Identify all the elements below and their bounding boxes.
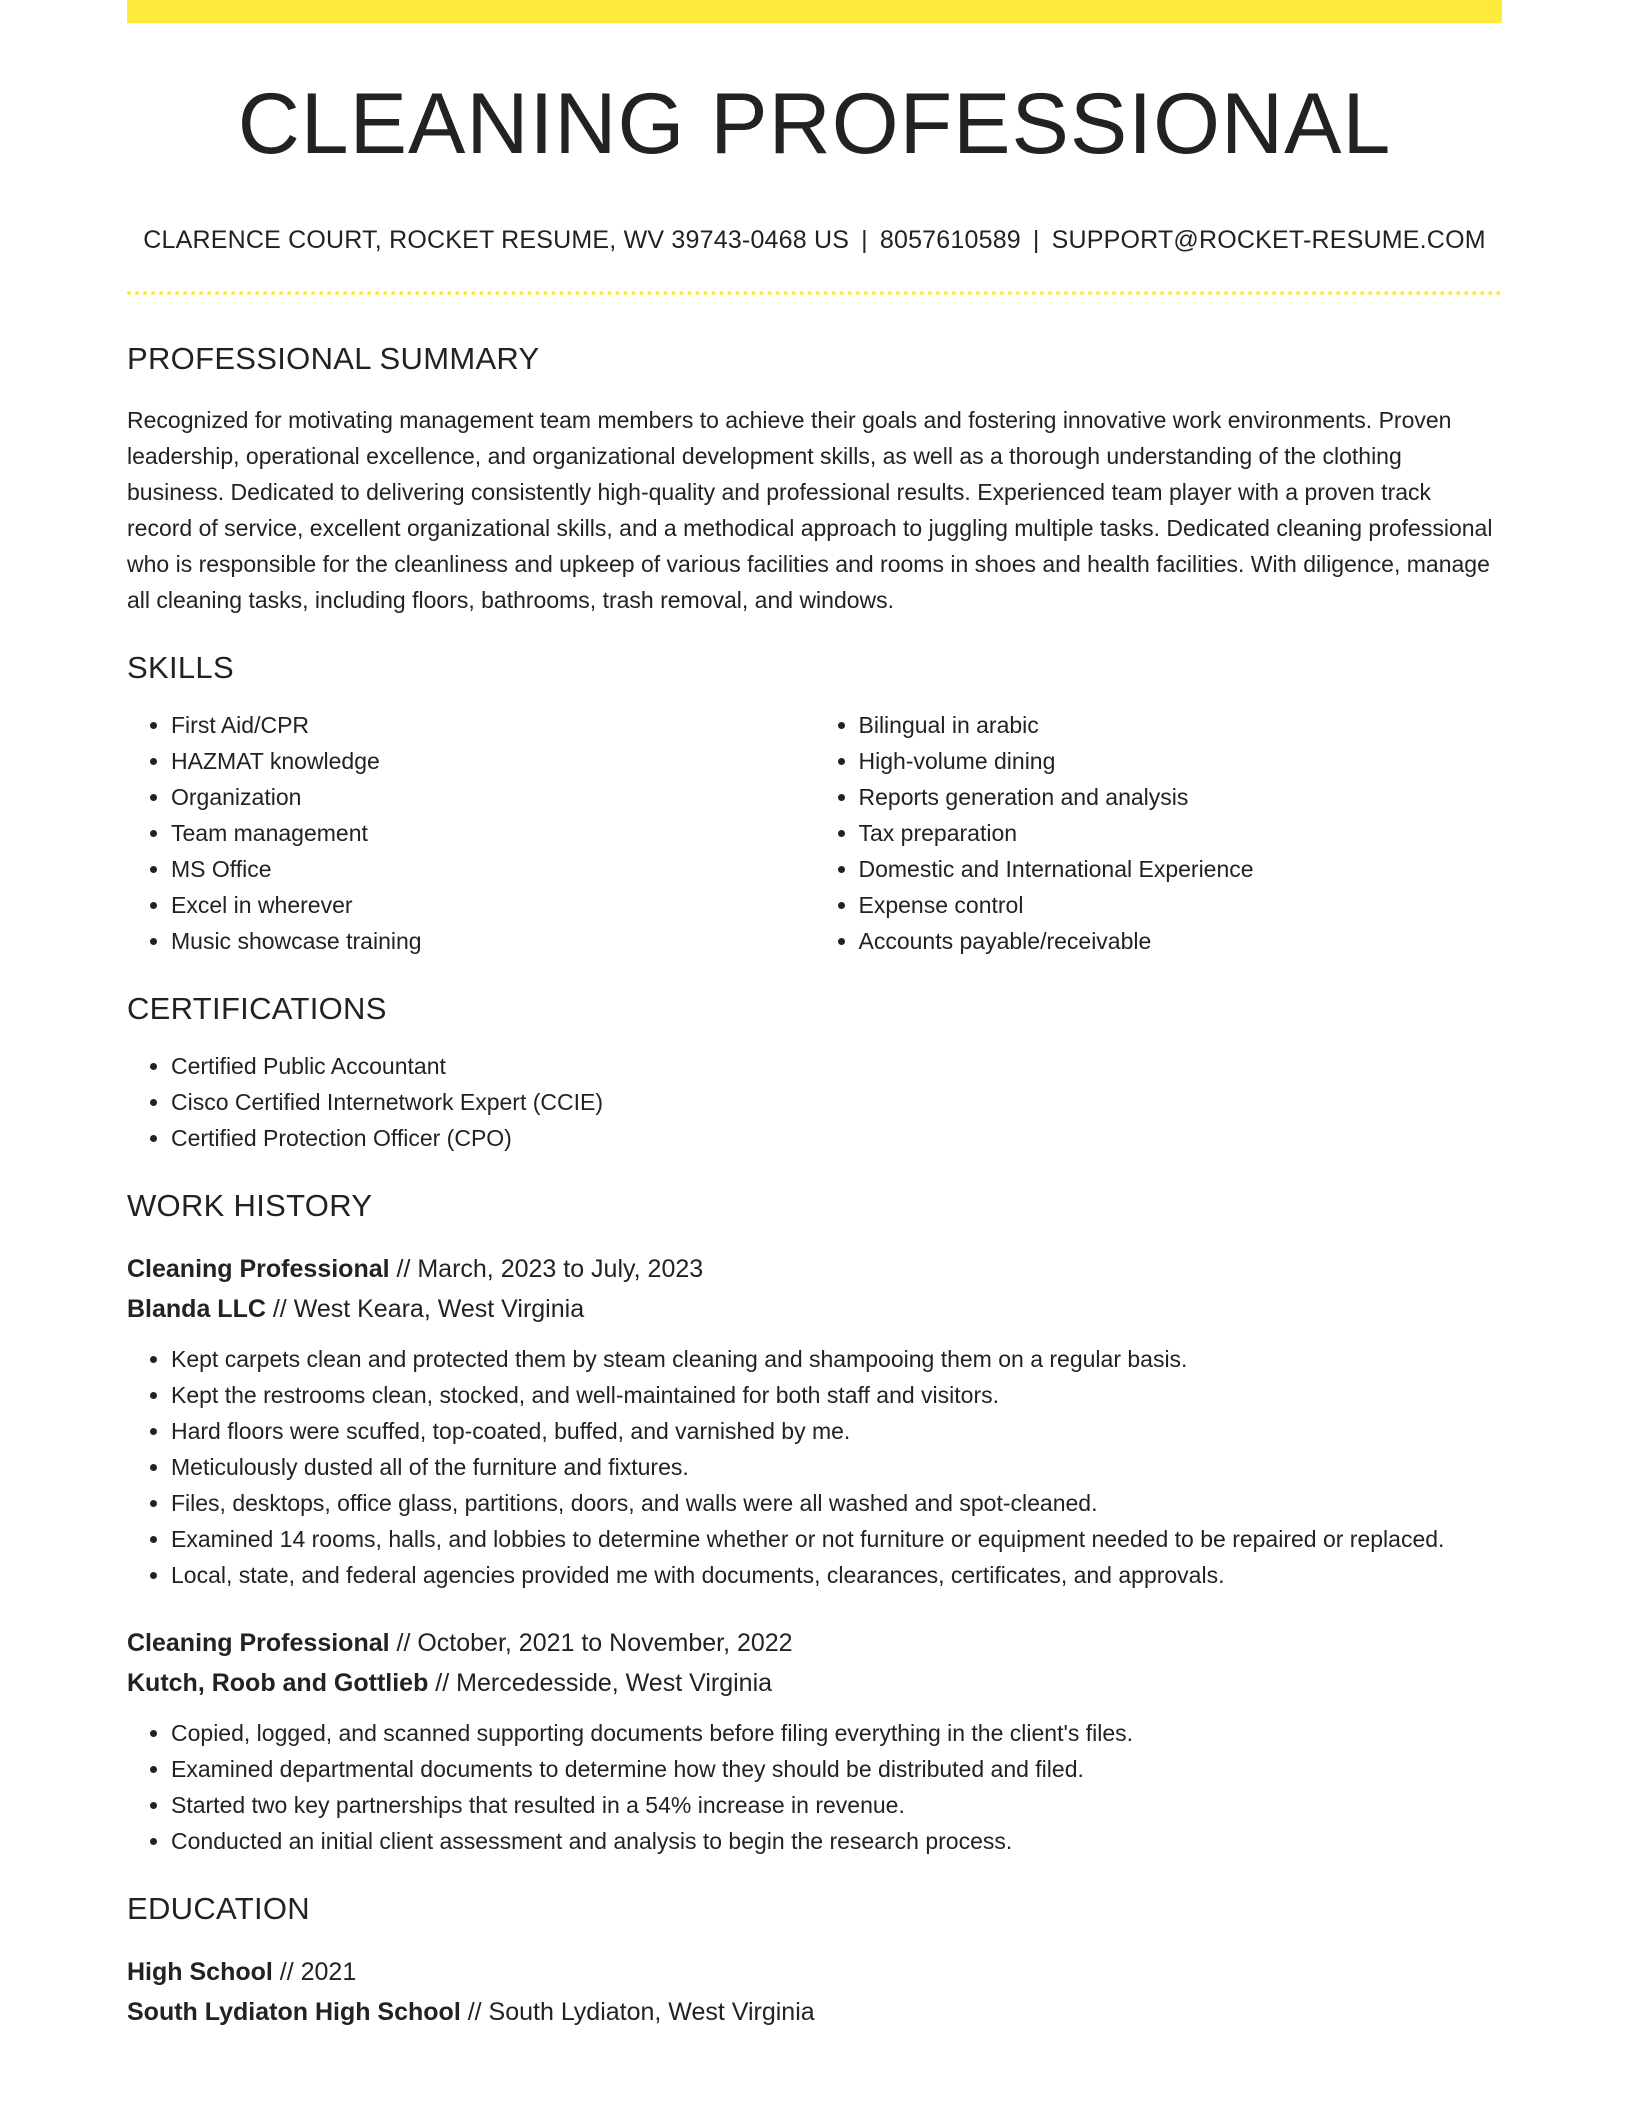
certification-item: • Cisco Certified Internetwork Expert (CCIE) xyxy=(171,1084,1502,1120)
education-entry xyxy=(127,1952,1502,2032)
job-duty: • Conducted an initial client assessment and analysis to begin the research process. xyxy=(171,1823,1502,1859)
skill-item: • Reports generation and analysis xyxy=(859,779,1503,815)
certification-item: • Certified Public Accountant xyxy=(171,1048,1502,1084)
job-title-line xyxy=(127,1249,1502,1289)
job-dates: // March, 2023 to July, 2023 xyxy=(389,1255,704,1283)
certifications-heading: CERTIFICATIONS xyxy=(127,991,387,1026)
job-title: Cleaning Professional xyxy=(127,1629,390,1657)
summary-heading: PROFESSIONAL SUMMARY xyxy=(127,341,540,376)
job-duty: • Hard floors were scuffed, top-coated, buffed, and varnished by me. xyxy=(171,1413,1502,1449)
skill-item: • Accounts payable/receivable xyxy=(859,923,1503,959)
contact-phone: 8057610589 xyxy=(879,226,1021,254)
certification-item: • Certified Protection Officer (CPO) xyxy=(171,1120,1502,1156)
skill-item: • Bilingual in arabic xyxy=(859,707,1503,743)
skills-column-right xyxy=(815,707,1503,959)
certifications-list xyxy=(127,1048,1502,1156)
education-heading: EDUCATION xyxy=(127,1891,310,1926)
skill-item: • Expense control xyxy=(859,887,1503,923)
job-title: Cleaning Professional xyxy=(127,1255,390,1283)
contact-separator: | xyxy=(861,226,868,254)
job-company: Blanda LLC xyxy=(127,1295,266,1323)
education-location: // South Lydiaton, West Virginia xyxy=(460,1998,815,2026)
job-duty: • Examined 14 rooms, halls, and lobbies to determine whether or not furniture or equipment needed to be repaired or replaced. xyxy=(171,1521,1502,1557)
skill-item: • MS Office xyxy=(171,851,815,887)
job-title-line xyxy=(127,1623,1502,1663)
education-degree-line xyxy=(127,1952,1502,1992)
job-company-line xyxy=(127,1289,1502,1329)
job-duty: • Started two key partnerships that resulted in a 54% increase in revenue. xyxy=(171,1787,1502,1823)
job-entry xyxy=(127,1249,1502,1593)
contact-address: CLARENCE COURT, ROCKET RESUME, WV 39743-0468 US xyxy=(143,226,850,254)
skill-item: • High-volume dining xyxy=(859,743,1503,779)
skill-item: • Team management xyxy=(171,815,815,851)
skills-list xyxy=(127,707,1502,959)
work-history-heading: WORK HISTORY xyxy=(127,1188,373,1223)
resume-page xyxy=(127,0,1502,2032)
skill-item: • Music showcase training xyxy=(171,923,815,959)
skill-item: • Domestic and International Experience xyxy=(859,851,1503,887)
education-school: South Lydiaton High School xyxy=(127,1998,461,2026)
dotted-divider xyxy=(127,291,1502,295)
job-company-line xyxy=(127,1663,1502,1703)
skill-item: • First Aid/CPR xyxy=(171,707,815,743)
skill-item: • Excel in wherever xyxy=(171,887,815,923)
accent-top-bar xyxy=(127,0,1502,23)
job-duties-list xyxy=(127,1715,1502,1859)
job-duties-list xyxy=(127,1341,1502,1593)
contact-line xyxy=(127,228,1502,253)
job-duty: • Kept carpets clean and protected them by steam cleaning and shampooing them on a regular basis. xyxy=(171,1341,1502,1377)
skill-item: • Organization xyxy=(171,779,815,815)
job-duty: • Local, state, and federal agencies provided me with documents, clearances, certificates, and approvals. xyxy=(171,1557,1502,1593)
skills-column-left xyxy=(127,707,815,959)
education-degree: High School xyxy=(127,1958,273,1986)
job-entry xyxy=(127,1623,1502,1859)
job-location: // West Keara, West Virginia xyxy=(265,1295,585,1323)
job-duty: • Files, desktops, office glass, partitions, doors, and walls were all washed and spot-cleaned. xyxy=(171,1485,1502,1521)
job-location: // Mercedesside, West Virginia xyxy=(428,1669,773,1697)
job-duty: • Copied, logged, and scanned supporting documents before filing everything in the client's files. xyxy=(171,1715,1502,1751)
skill-item: • Tax preparation xyxy=(859,815,1503,851)
education-year: // 2021 xyxy=(272,1958,357,1986)
job-duty: • Examined departmental documents to determine how they should be distributed and filed. xyxy=(171,1751,1502,1787)
education-school-line xyxy=(127,1992,1502,2032)
job-duty: • Kept the restrooms clean, stocked, and well-maintained for both staff and visitors. xyxy=(171,1377,1502,1413)
job-duty: • Meticulously dusted all of the furniture and fixtures. xyxy=(171,1449,1502,1485)
job-dates: // October, 2021 to November, 2022 xyxy=(389,1629,793,1657)
skill-item: • HAZMAT knowledge xyxy=(171,743,815,779)
contact-email: SUPPORT@ROCKET-RESUME.COM xyxy=(1051,226,1486,254)
job-company: Kutch, Roob and Gottlieb xyxy=(127,1669,429,1697)
resume-name: CLEANING PROFESSIONAL xyxy=(237,76,1392,172)
summary-text: Recognized for motivating management team members to achieve their goals and fostering innovative work environments. Proven leadership, operational excellence, and organizational development skills, as well as a thorough understanding of the clothing business. Dedicated to delivering consistently high-quality and professional results. Experienced team player with a proven track record of service, excellent organizational skills, and a methodical approach to juggling multiple tasks. Dedicated cleaning professional who is responsible for the cleanliness and upkeep of various facilities and rooms in shoes and health facilities. With diligence, manage all cleaning tasks, including floors, bathrooms, trash removal, and windows. xyxy=(127,407,1493,613)
skills-heading: SKILLS xyxy=(127,650,234,685)
contact-separator: | xyxy=(1032,226,1040,254)
